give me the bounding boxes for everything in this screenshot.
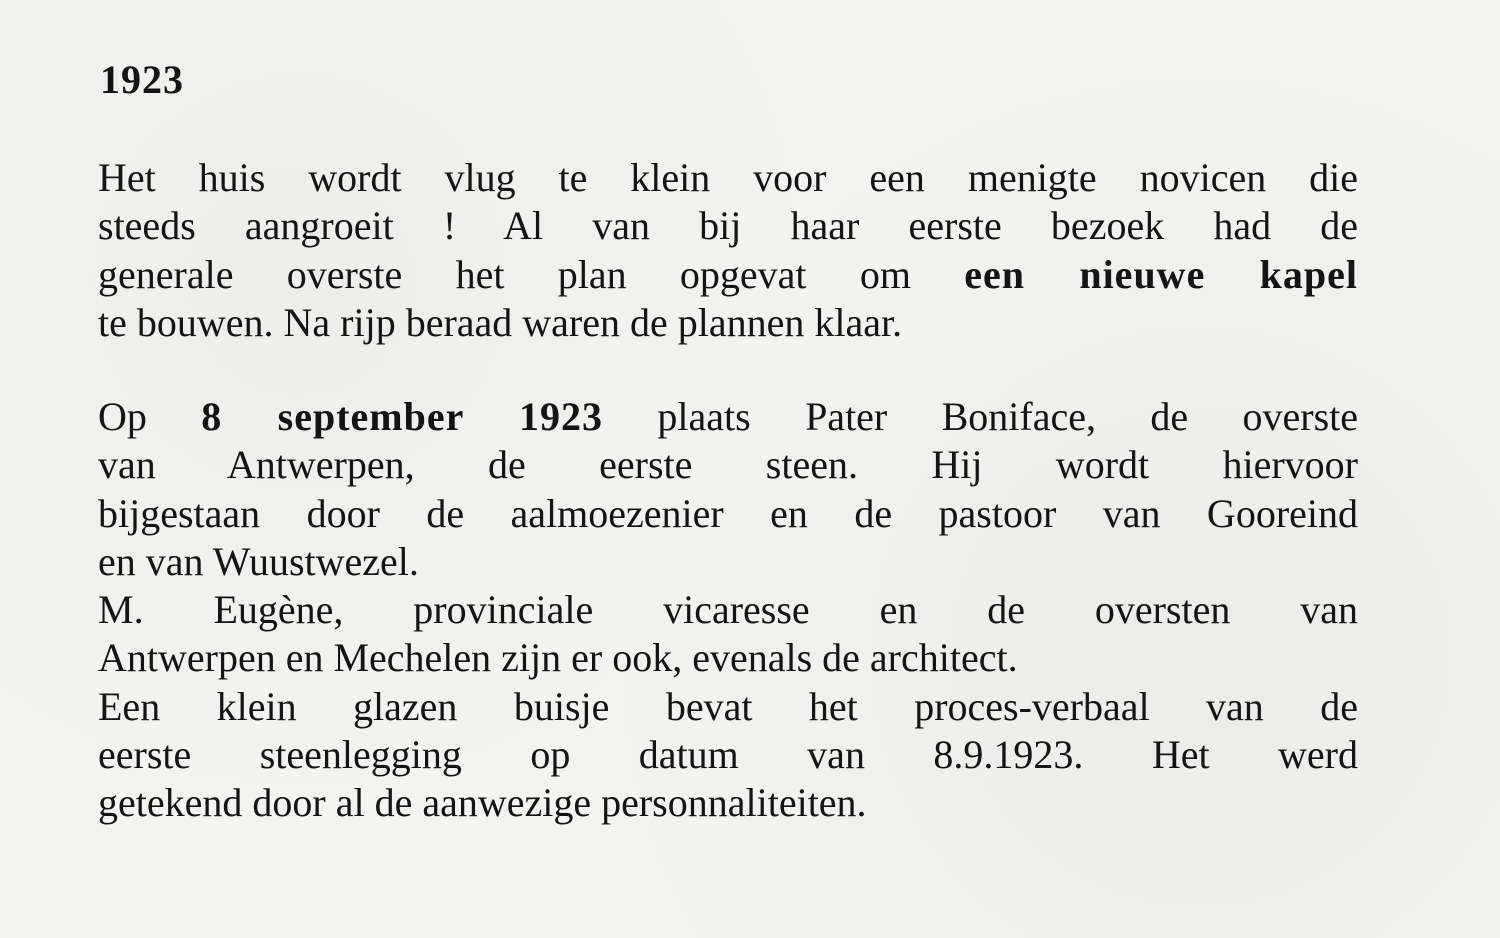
bold-phrase-date: 8 september 1923 [201, 394, 604, 439]
text-line [98, 731, 1358, 779]
text-line [98, 634, 1358, 682]
text-line [98, 779, 1358, 827]
text-line [98, 251, 1358, 299]
text-line-content: van Antwerpen, de eerste steen. Hij wordt hiervoor [98, 442, 1358, 488]
text-line-content: bijgestaan door de aalmoezenier en de pastoor van Gooreind [98, 490, 1358, 536]
paragraph-first-stone [98, 393, 1358, 828]
text-line [98, 538, 1358, 586]
text-line [98, 393, 1358, 441]
text-line [98, 490, 1358, 538]
text-line [98, 586, 1358, 634]
text-run: plaats Pater Boniface, de overste [603, 394, 1359, 439]
text-line-content: te bouwen. Na rijp beraad waren de plannen klaar. [98, 299, 903, 345]
text-line-content [98, 394, 1358, 439]
year-heading: 1923 [100, 57, 184, 102]
text-line-content: getekend door al de aanwezige personnaliteiten. [98, 780, 867, 826]
text-line [98, 202, 1358, 250]
text-line-content: eerste steenlegging op datum van 8.9.1923. Het werd [98, 732, 1358, 778]
text-line-content: Een klein glazen buisje bevat het proces-verbaal van de [98, 683, 1358, 729]
text-line-content [98, 252, 1358, 297]
text-line-content: Antwerpen en Mechelen zijn er ook, evenals de architect. [98, 635, 1018, 681]
text-line-content: Het huis wordt vlug te klein voor een menigte novicen die [98, 155, 1358, 200]
text-line [98, 441, 1358, 489]
text-line [98, 154, 1358, 202]
text-line [98, 683, 1358, 731]
text-line-content: steeds aangroeit ! Al van bij haar eerste bezoek had de [98, 203, 1358, 249]
text-run: Op [98, 394, 202, 439]
text-line-content: M. Eugène, provinciale vicaresse en de oversten van [98, 587, 1358, 633]
paragraph-new-chapel [98, 154, 1358, 347]
text-line-content: en van Wuustwezel. [98, 538, 419, 584]
bold-phrase-new-chapel: een nieuwe kapel [964, 251, 1358, 297]
text-run: generale overste het plan opgevat om [98, 251, 965, 297]
text-line [98, 299, 1358, 347]
